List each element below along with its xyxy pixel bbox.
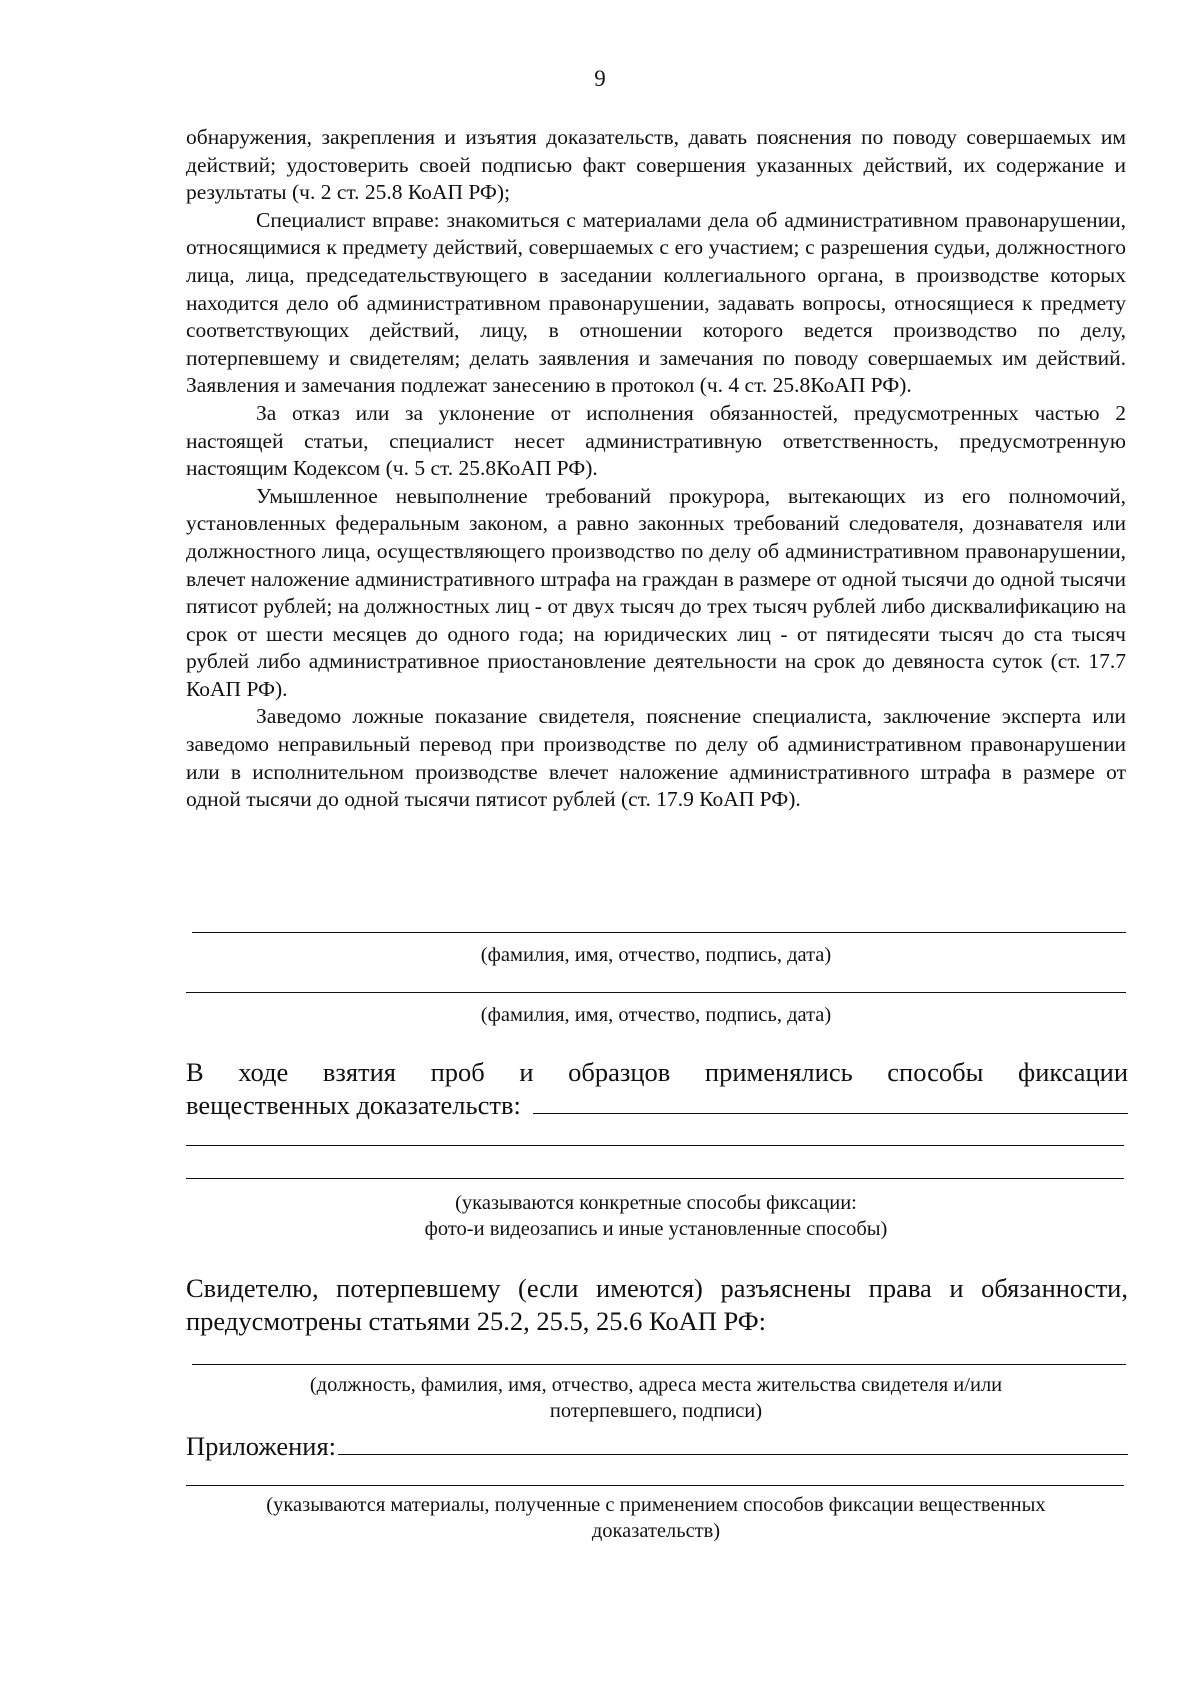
signature-caption-1: (фамилия, имя, отчество, подпись, дата) xyxy=(480,944,832,966)
page-number: 9 xyxy=(594,66,606,91)
signature-line-2[interactable] xyxy=(186,992,1126,993)
witness-rights-block xyxy=(186,1272,1128,1338)
paragraph-specialist-rights: Специалист вправе: знакомиться с материалами дела об административном правонарушении, относящимися к предмету действий, совершаемых с его участием; с разрешения судьи, должностного лица, лица, председательствующего в заседании коллегиального органа, в производстве которых находится дело об административном правонарушении, задавать вопросы, относящиеся к предмету соответствующих действий, лицу, в отношении которого ведется производство по делу, потерпевшему и свидетелям; делать заявления и замечания по поводу совершаемых им действий. Заявления и замечания подлежат занесению в протокол (ч. 4 ст. 25.8КоАП РФ). xyxy=(186,207,1126,398)
paragraph-specialist-liability: За отказ или за уклонение от исполнения обязанностей, предусмотренных частью 2 настоящей статьи, специалист несет административную ответственность, предусмотренную настоящим Кодексом (ч. 5 ст. 25.8КоАП РФ). xyxy=(186,400,1126,481)
attachments-field[interactable] xyxy=(338,1432,1128,1455)
attachments-caption-line-1: (указываются материалы, полученные с применением способов фиксации вещественных xyxy=(266,1494,1046,1516)
fixation-caption-line-2: фото-и видеозапись и иные установленные способы) xyxy=(424,1218,888,1240)
fixation-methods-line-2[interactable] xyxy=(186,1145,1124,1146)
rights-text-block xyxy=(186,124,1126,814)
paragraph-false-testimony: Заведомо ложные показание свидетеля, пояснение специалиста, заключение эксперта или заведомо неправильный перевод при производстве по делу об административном правонарушении или в исполнительном производстве влечет наложение административного штрафа в размере от одной тысячи до одной тысячи пятисот рублей (ст. 17.9 КоАП РФ). xyxy=(186,704,1126,812)
attachments-caption-line-2: доказательств) xyxy=(591,1520,721,1542)
fixation-methods-text: В ходе взятия проб и образцов применялись способы фиксации xyxy=(186,1057,1128,1087)
fixation-methods-row xyxy=(186,1089,1128,1122)
fixation-methods-block xyxy=(186,1056,1128,1122)
witness-signature-line[interactable] xyxy=(192,1364,1126,1365)
fixation-methods-label: вещественных доказательств: xyxy=(186,1090,521,1120)
paragraph-evidence-continuation: обнаружения, закрепления и изъятия доказательств, давать пояснения по поводу совершаемых им действий; удостоверить своей подписью факт совершения указанных действий, их содержание и результаты (ч. 2 ст. 25.8 КоАП РФ); xyxy=(186,125,1126,205)
fixation-methods-field[interactable] xyxy=(533,1091,1128,1114)
attachments-block xyxy=(186,1430,1128,1463)
fixation-methods-line-3[interactable] xyxy=(186,1178,1124,1179)
paragraph-prosecutor-requirements: Умышленное невыполнение требований прокурора, вытекающих из его полномочий, установленных федеральным законом, а равно законных требований следователя, дознавателя или должностного лица, осуществляющего производство по делу об административном правонарушении, влечет наложение административного штрафа на граждан в размере от одной тысячи до одной тысячи пятисот рублей; на должностных лиц - от двух тысяч до трех тысяч рублей либо дисквалификацию на срок от шести месяцев до одного года; на юридических лиц - от пятидесяти тысяч до ста тысяч рублей либо административное приостановление деятельности на срок до девяноста суток (ст. 17.7 КоАП РФ). xyxy=(186,483,1126,701)
fixation-caption-line-1: (указываются конкретные способы фиксации: xyxy=(455,1192,857,1214)
witness-caption-line-1: (должность, фамилия, имя, отчество, адреса места жительства свидетеля и/или xyxy=(309,1374,1003,1396)
signature-caption-2: (фамилия, имя, отчество, подпись, дата) xyxy=(480,1004,832,1026)
witness-caption-line-2: потерпевшего, подписи) xyxy=(549,1400,763,1422)
signature-line-1[interactable] xyxy=(192,932,1126,933)
witness-rights-text: Свидетелю, потерпевшему (если имеются) разъяснены права и обязанности, предусмотрены статьями 25.2, 25.5, 25.6 КоАП РФ: xyxy=(186,1273,1128,1336)
attachments-line-2[interactable] xyxy=(186,1485,1124,1486)
attachments-row xyxy=(186,1430,1128,1463)
attachments-label: Приложения: xyxy=(186,1431,337,1461)
